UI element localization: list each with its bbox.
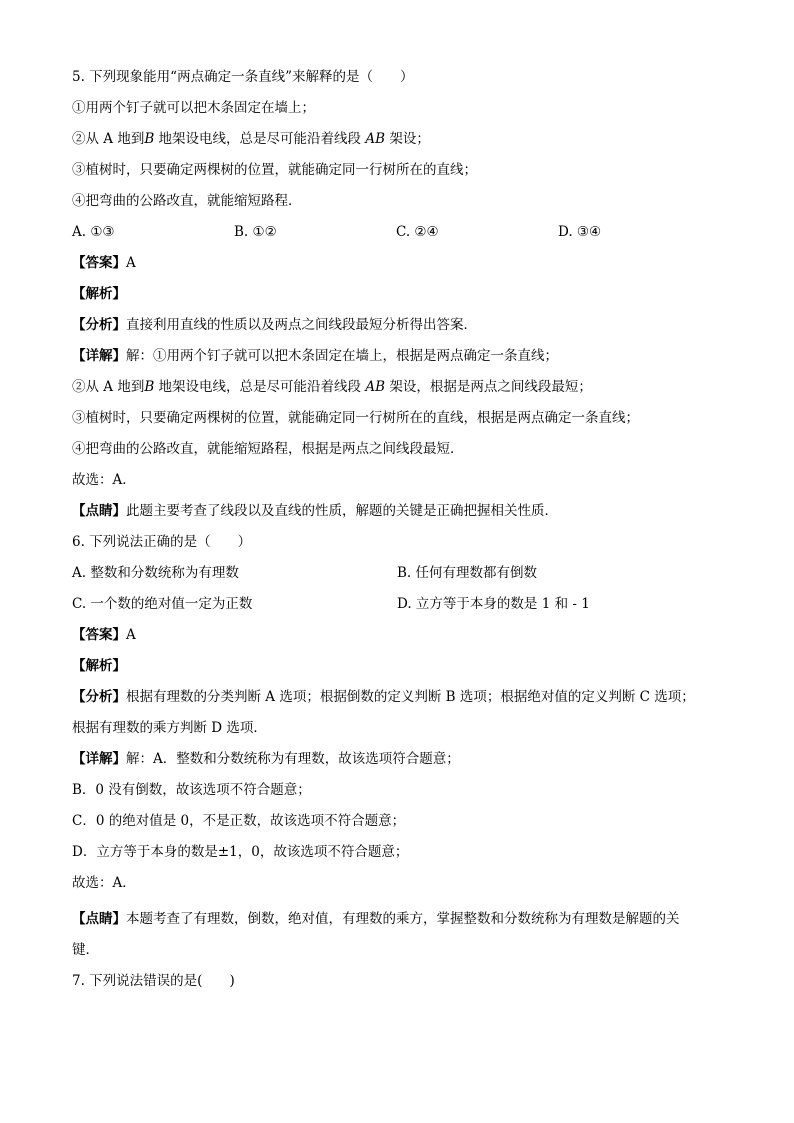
q5-item-3: ③植树时，只要确定两棵树的位置，就能确定同一行树所在的直线；	[72, 162, 477, 178]
q6-option-c: C. 一个数的绝对值一定为正数	[72, 596, 253, 612]
q6-xiangjie-2: B．0 没有倒数，故该选项不符合题意；	[72, 782, 311, 798]
q6-jiexi: 【解析】	[72, 658, 126, 674]
q6-xiangjie-3: C．0 的绝对值是 0，不是正数，故该选项不符合题意；	[72, 813, 406, 829]
q6-options-row-1	[72, 558, 722, 589]
q5-stem: 5. 下列现象能用“两点确定一条直线”来解释的是（ ）	[72, 69, 414, 85]
q5-option-c: C. ②④	[396, 224, 439, 240]
q6-fenxi-1: 【分析】根据有理数的分类判断 A 选项；根据倒数的定义判断 B 选项；根据绝对值的定义判断 C 选项；	[72, 689, 695, 705]
q6-option-a: A. 整数和分数统称为有理数	[72, 565, 239, 581]
q5-xiangjie-4: ④把弯曲的公路改直，就能缩短路程，根据是两点之间线段最短．	[72, 441, 464, 457]
q6-options-row-2	[72, 589, 722, 620]
q5-item-4: ④把弯曲的公路改直，就能缩短路程．	[72, 193, 302, 209]
q5-answer: 【答案】A	[72, 255, 136, 271]
q5-fenxi: 【分析】直接利用直线的性质以及两点之间线段最短分析得出答案．	[72, 317, 477, 333]
q6-dianjing-2: 键．	[72, 942, 99, 958]
q6-fenxi-2: 根据有理数的乘方判断 D 选项．	[72, 720, 267, 736]
q6-xiangjie-4: D．立方等于本身的数是±1，0，故该选项不符合题意；	[72, 844, 409, 860]
q6-option-d: D. 立方等于本身的数是 1 和 - 1	[397, 596, 590, 612]
q6-dianjing-1: 【点睛】本题考查了有理数，倒数，绝对值，有理数的乘方，掌握整数和分数统称为有理数是解题的关	[72, 911, 680, 927]
q6-xiangjie-1: 【详解】解：A．整数和分数统称为有理数，故该选项符合题意；	[72, 751, 460, 767]
q5-option-b: B. ①②	[234, 224, 277, 240]
q5-guxuan: 故选：A．	[72, 472, 136, 488]
q5-options	[72, 217, 722, 248]
q5-jiexi: 【解析】	[72, 286, 126, 302]
q7-stem: 7. 下列说法错误的是( )	[72, 973, 235, 989]
q6-guxuan: 故选：A．	[72, 875, 136, 891]
document-page	[72, 62, 722, 997]
q5-dianjing: 【点睛】此题主要考查了线段以及直线的性质，解题的关键是正确把握相关性质．	[72, 503, 558, 519]
q5-xiangjie-2: ②从 A 地到B 地架设电线，总是尽可能沿着线段 AB 架设，根据是两点之间线段最短；	[72, 379, 592, 395]
q6-option-b: B. 任何有理数都有倒数	[397, 565, 538, 581]
q5-option-d: D. ③④	[558, 224, 602, 240]
q6-answer: 【答案】A	[72, 627, 136, 643]
q5-item-1: ①用两个钉子就可以把木条固定在墙上；	[72, 100, 315, 116]
q5-item-2: ②从 A 地到B 地架设电线，总是尽可能沿着线段 AB 架设；	[72, 131, 430, 147]
q5-option-a: A. ①③	[72, 224, 115, 240]
q5-xiangjie-1: 【详解】解：①用两个钉子就可以把木条固定在墙上，根据是两点确定一条直线；	[72, 348, 558, 364]
q6-stem: 6. 下列说法正确的是（ ）	[72, 534, 252, 550]
q5-xiangjie-3: ③植树时，只要确定两棵树的位置，就能确定同一行树所在的直线，根据是两点确定一条直线；	[72, 410, 639, 426]
